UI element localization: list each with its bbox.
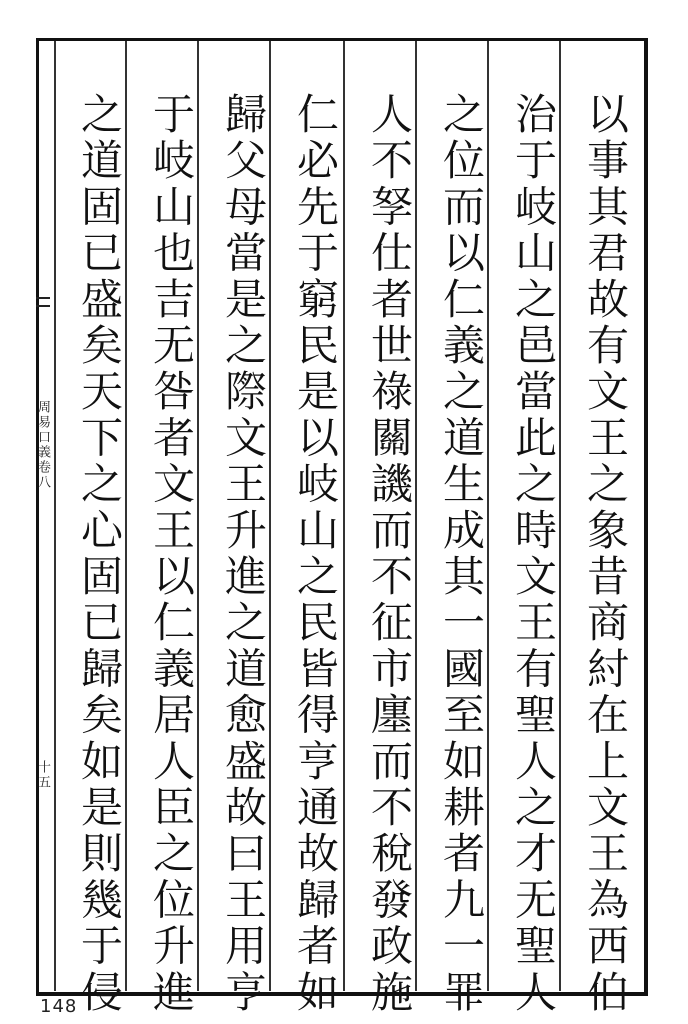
text-column-3: 之位而以仁義之道生成其一國至如耕者九一罪	[437, 92, 486, 1016]
margin-leaf-number: 十五	[35, 760, 50, 790]
text-column-7: 于岐山也吉无咎者文王以仁義居人臣之位升進	[147, 92, 196, 1016]
page-number: 148	[40, 996, 78, 1017]
text-column-6: 歸父母當是之際文王升進之道愈盛故曰王用亨	[219, 92, 268, 1016]
text-column-5: 仁必先于窮民是以岐山之民皆得亨通故歸者如	[291, 92, 340, 1016]
margin-book-title: 周易口義卷八	[35, 400, 50, 490]
text-column-1: 以事其君故有文王之象昔商紂在上文王為西伯	[581, 92, 630, 1016]
text-column-8: 之道固已盛矣天下之心固已歸矣如是則幾于侵	[75, 92, 124, 1016]
margin-fish-tail-mark	[36, 297, 50, 307]
column-rule	[54, 41, 56, 991]
text-column-4: 人不孥仕者世祿關譏而不征市廛而不稅發政施	[365, 92, 414, 1016]
text-column-2: 治于岐山之邑當此之時文王有聖人之才无聖人	[509, 92, 558, 1016]
